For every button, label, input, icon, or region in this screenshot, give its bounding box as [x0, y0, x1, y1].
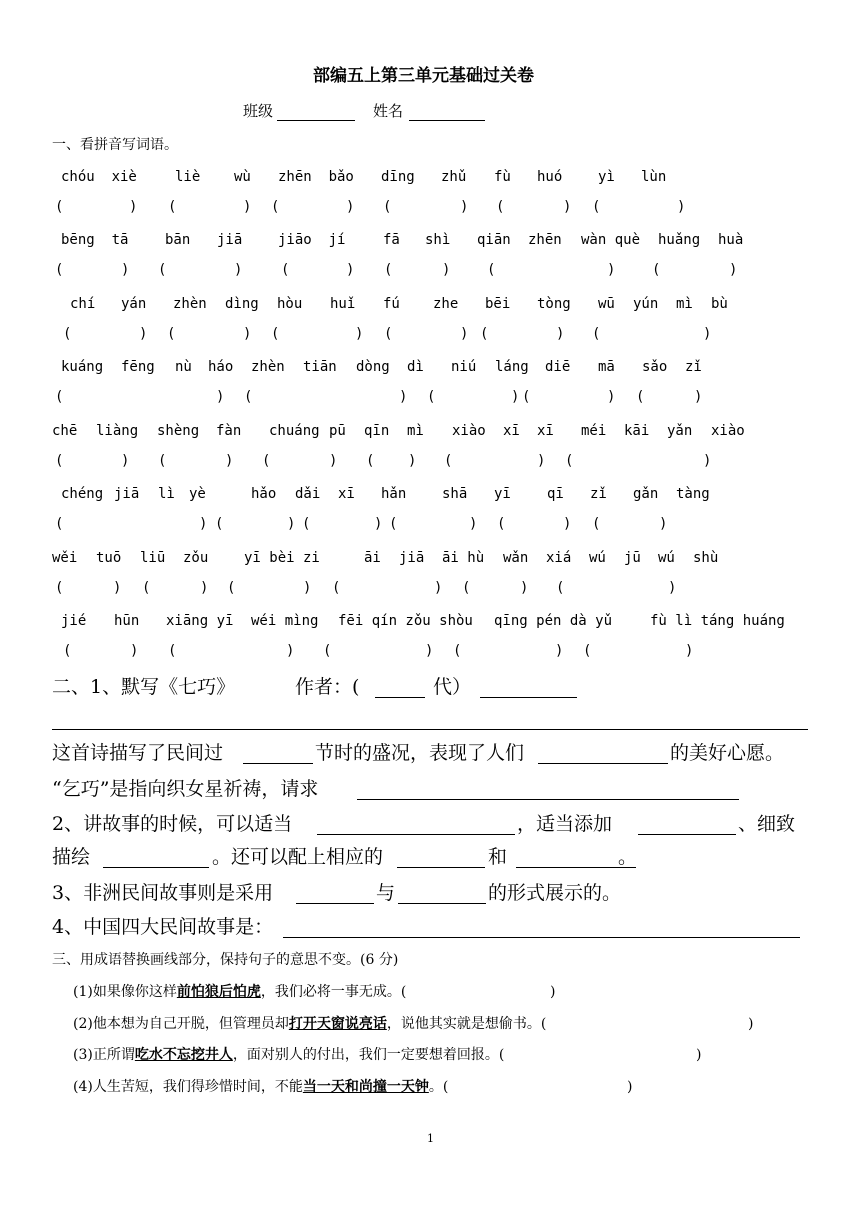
pinyin-text: qiān [477, 232, 511, 248]
answer-bracket-open: ( [55, 199, 64, 215]
answer-bracket-close: ) [408, 453, 417, 469]
author-blank[interactable] [480, 697, 577, 698]
pinyin-text: chē [52, 423, 78, 439]
pinyin-text: jié [61, 613, 87, 629]
pinyin-text: jiāo jí [278, 232, 346, 248]
pinyin-text: méi [581, 423, 607, 439]
idiom-item-text: (3)正所谓 [73, 1047, 135, 1063]
pinyin-text: dīng [381, 169, 415, 185]
pinyin-text: bēng tā [61, 232, 129, 248]
answer-bracket-close: ) [121, 453, 130, 469]
idiom-item-text: ，面对别人的付出，我们一定要想着回报。( [232, 1047, 505, 1063]
pinyin-text: tàng [676, 486, 710, 502]
pinyin-text: zǐ [685, 359, 702, 375]
pinyin-text: yè [189, 486, 206, 502]
idiom-item-1 [73, 985, 406, 999]
q3-blank-1[interactable] [296, 903, 374, 904]
pinyin-text: jiā [217, 232, 243, 248]
pinyin-text: mì [676, 296, 693, 312]
class-blank[interactable] [277, 120, 355, 121]
pinyin-text: xiá [546, 550, 572, 566]
answer-bracket-close: ) [677, 199, 686, 215]
answer-bracket-close: ) [563, 516, 572, 532]
pinyin-text: qīng pén dà yǔ [494, 613, 613, 629]
answer-bracket-open: ( [158, 453, 167, 469]
answer-bracket-open: ( [592, 199, 601, 215]
pinyin-text: shù [693, 550, 719, 566]
pinyin-text: qī [547, 486, 564, 502]
answer-bracket-close: ) [555, 643, 564, 659]
qiqiao-text: “乞巧”是指向织女星祈祷，请求 [52, 778, 319, 800]
pinyin-text: wěi [52, 550, 78, 566]
pinyin-text: yǎn [667, 423, 693, 439]
answer-bracket-open: ( [55, 580, 64, 596]
pinyin-text: lì [158, 486, 175, 502]
pinyin-text: fā [383, 232, 400, 248]
pinyin-text: xiào [711, 423, 745, 439]
pinyin-text: liū [140, 550, 166, 566]
pinyin-text: xī [503, 423, 520, 439]
pinyin-text: gǎn [633, 486, 659, 502]
answer-bracket-open: ( [389, 516, 398, 532]
answer-bracket-open: ( [158, 262, 167, 278]
answer-bracket-close: ) [287, 516, 296, 532]
answer-bracket-open: ( [63, 326, 72, 342]
answer-bracket-open: ( [487, 262, 496, 278]
pinyin-text: háo [208, 359, 234, 375]
answer-bracket-close: ) [659, 516, 668, 532]
answer-bracket-open: ( [168, 643, 177, 659]
answer-bracket-open: ( [496, 199, 505, 215]
q3-text-a: 3、非洲民间故事则是采用 [52, 882, 274, 904]
answer-bracket-close: ) [425, 643, 434, 659]
answer-bracket-close: ) [550, 984, 556, 1000]
answer-bracket-open: ( [332, 580, 341, 596]
answer-bracket-close: ) [199, 516, 208, 532]
answer-bracket-open: ( [427, 389, 436, 405]
pinyin-text: diē [545, 359, 571, 375]
pinyin-text: kuáng [61, 359, 104, 375]
festival-blank[interactable] [243, 763, 313, 764]
q2-text-e: 。还可以配上相应的 [212, 846, 384, 868]
pinyin-text: wú [658, 550, 675, 566]
pinyin-text: fēng [121, 359, 155, 375]
pinyin-text: bēi [485, 296, 511, 312]
answer-bracket-open: ( [366, 453, 375, 469]
pinyin-text: mā [598, 359, 615, 375]
pinyin-text: bān [165, 232, 191, 248]
pinyin-text: huǐ [330, 296, 356, 312]
answer-bracket-open: ( [556, 580, 565, 596]
answer-bracket-open: ( [215, 516, 224, 532]
underlined-phrase: 打开天窗说亮话 [288, 1016, 387, 1032]
pinyin-text: huà [718, 232, 744, 248]
answer-bracket-close: ) [685, 643, 694, 659]
answer-bracket-close: ) [225, 453, 234, 469]
pinyin-text: zhǔ [441, 169, 467, 185]
pinyin-text: dìng [225, 296, 259, 312]
pinyin-text: zhēn bǎo [278, 169, 354, 185]
answer-bracket-close: ) [130, 643, 139, 659]
answer-bracket-open: ( [323, 643, 332, 659]
answer-bracket-open: ( [271, 326, 280, 342]
answer-bracket-open: ( [167, 326, 176, 342]
pinyin-text: yún [633, 296, 659, 312]
answer-bracket-open: ( [244, 389, 253, 405]
pinyin-text: dòng [356, 359, 390, 375]
pinyin-text: shā [442, 486, 468, 502]
q2-text-b: ，适当添加 [517, 813, 613, 835]
idiom-item-text: ，我们必将一事无成。( [260, 984, 407, 1000]
pinyin-text: chóu xiè [61, 169, 137, 185]
answer-bracket-open: ( [565, 453, 574, 469]
answer-bracket-open: ( [227, 580, 236, 596]
pinyin-text: xiào [452, 423, 486, 439]
answer-bracket-open: ( [383, 199, 392, 215]
answer-bracket-close: ) [460, 199, 469, 215]
answer-bracket-close: ) [607, 389, 616, 405]
answer-bracket-close: ) [556, 326, 565, 342]
pinyin-text: xiāng yī [166, 613, 234, 629]
answer-bracket-close: ) [346, 199, 355, 215]
answer-bracket-close: ) [748, 1016, 754, 1032]
pinyin-text: mì [407, 423, 424, 439]
pinyin-text: āi [364, 550, 381, 566]
pinyin-text: jiā [399, 550, 425, 566]
answer-bracket-open: ( [522, 389, 531, 405]
idiom-item-text: 。( [428, 1079, 449, 1095]
pinyin-text: dǎi [295, 486, 321, 502]
pinyin-text: yì [598, 169, 615, 185]
pinyin-text: niú [451, 359, 477, 375]
answer-bracket-close: ) [113, 580, 122, 596]
answer-bracket-close: ) [460, 326, 469, 342]
answer-bracket-open: ( [453, 643, 462, 659]
pinyin-text: dì [407, 359, 424, 375]
pinyin-text: wǎn [503, 550, 529, 566]
dynasty-label: 代） [433, 676, 472, 698]
answer-bracket-open: ( [55, 516, 64, 532]
pinyin-text: wàn què [581, 232, 641, 248]
answer-bracket-close: ) [129, 199, 138, 215]
pinyin-text: fú [383, 296, 400, 312]
answer-bracket-open: ( [636, 389, 645, 405]
answer-bracket-open: ( [281, 262, 290, 278]
q2-blank-4[interactable] [397, 867, 485, 868]
pinyin-text: wù [234, 169, 251, 185]
pinyin-text: chuáng [269, 423, 320, 439]
pinyin-text: liè [175, 169, 201, 185]
pinyin-text: fēi qín zǒu shòu [338, 613, 473, 629]
pinyin-text: lùn [641, 169, 667, 185]
pinyin-text: wú [589, 550, 606, 566]
pinyin-text: bù [711, 296, 728, 312]
page-title: 部编五上第三单元基础过关卷 [313, 66, 534, 86]
answer-bracket-open: ( [262, 453, 271, 469]
pinyin-text: jiā [114, 486, 140, 502]
answer-bracket-close: ) [399, 389, 408, 405]
q3-text-b: 与 [376, 882, 396, 904]
idiom-item-text: (1)如果像你这样 [73, 984, 177, 1000]
pinyin-text: āi hù [442, 550, 485, 566]
q2-text-c: 、细致 [738, 813, 796, 835]
pinyin-text: tuō [96, 550, 122, 566]
pinyin-text: tiān [303, 359, 337, 375]
name-label: 姓名 [373, 102, 404, 120]
poem-q-text-a: 这首诗描写了民间过 [52, 742, 224, 764]
answer-bracket-close: ) [696, 1047, 702, 1063]
answer-bracket-close: ) [537, 453, 546, 469]
answer-bracket-open: ( [384, 326, 393, 342]
pinyin-text: zǐ [590, 486, 607, 502]
answer-bracket-open: ( [55, 389, 64, 405]
pinyin-text: fù lì táng huáng [650, 613, 785, 629]
q2-text-f: 和 [488, 846, 508, 868]
answer-bracket-open: ( [55, 262, 64, 278]
poem-q-text-c: 的美好心愿。 [670, 742, 785, 764]
q3-blank-2[interactable] [398, 903, 486, 904]
answer-bracket-close: ) [286, 643, 295, 659]
answer-bracket-open: ( [384, 262, 393, 278]
answer-bracket-close: ) [434, 580, 443, 596]
q2-text-a: 2、讲故事的时候，可以适当 [52, 813, 293, 835]
answer-bracket-open: ( [583, 643, 592, 659]
answer-bracket-open: ( [55, 453, 64, 469]
answer-bracket-close: ) [729, 262, 738, 278]
underlined-phrase: 前怕狼后怕虎 [176, 984, 261, 1000]
page-number: 1 [427, 1132, 434, 1145]
answer-bracket-close: ) [200, 580, 209, 596]
answer-bracket-close: ) [303, 580, 312, 596]
pinyin-text: zhèn [251, 359, 285, 375]
answer-bracket-open: ( [63, 643, 72, 659]
pinyin-text: huó [537, 169, 563, 185]
answer-bracket-close: ) [234, 262, 243, 278]
pinyin-text: zǒu [183, 550, 209, 566]
answer-bracket-open: ( [592, 516, 601, 532]
q3-text-c: 的形式展示的。 [488, 882, 622, 904]
answer-bracket-open: ( [480, 326, 489, 342]
answer-bracket-open: ( [652, 262, 661, 278]
pinyin-text: qīn [364, 423, 390, 439]
answer-bracket-close: ) [329, 453, 338, 469]
q2-text-g: 。 [618, 846, 638, 868]
qiqiao-blank[interactable] [357, 799, 739, 800]
answer-bracket-close: ) [627, 1079, 633, 1095]
answer-bracket-close: ) [121, 262, 130, 278]
answer-bracket-close: ) [346, 262, 355, 278]
pinyin-text: liàng [96, 423, 139, 439]
answer-bracket-close: ) [511, 389, 520, 405]
answer-bracket-close: ) [668, 580, 677, 596]
pinyin-text: chí [70, 296, 96, 312]
answer-bracket-close: ) [355, 326, 364, 342]
pinyin-text: wū [598, 296, 615, 312]
answer-bracket-open: ( [462, 580, 471, 596]
answer-bracket-close: ) [216, 389, 225, 405]
answer-bracket-close: ) [374, 516, 383, 532]
idiom-item-2 [73, 1017, 546, 1031]
answer-bracket-close: ) [139, 326, 148, 342]
pinyin-text: sǎo [642, 359, 668, 375]
underlined-phrase: 当一天和尚撞一天钟 [302, 1079, 429, 1095]
wish-blank[interactable] [538, 763, 668, 764]
answer-bracket-close: ) [703, 453, 712, 469]
pinyin-text: tòng [537, 296, 571, 312]
pinyin-text: wéi mìng [251, 613, 319, 629]
pinyin-text: yán [121, 296, 147, 312]
answer-bracket-open: ( [592, 326, 601, 342]
pinyin-text: zhēn [528, 232, 562, 248]
pinyin-text: fàn [216, 423, 242, 439]
answer-bracket-close: ) [469, 516, 478, 532]
answer-bracket-close: ) [694, 389, 703, 405]
section-1-heading: 一、看拼音写词语。 [52, 137, 178, 153]
pinyin-text: fù [494, 169, 511, 185]
pinyin-text: nù [175, 359, 192, 375]
author-label: 作者：( [295, 676, 360, 698]
section-2-q1: 二、1、默写《七巧》 [52, 676, 236, 698]
pinyin-text: pū [329, 423, 346, 439]
underlined-phrase: 吃水不忘挖井人 [134, 1047, 233, 1063]
pinyin-text: yī [494, 486, 511, 502]
q2-text-d: 描绘 [52, 846, 91, 868]
idiom-item-text: (2)他本想为自己开脱，但管理员却 [73, 1016, 289, 1032]
idiom-item-3 [73, 1048, 504, 1062]
answer-bracket-close: ) [520, 580, 529, 596]
answer-bracket-open: ( [444, 453, 453, 469]
pinyin-text: shì [425, 232, 451, 248]
class-label: 班级 [243, 102, 274, 120]
pinyin-text: shèng [157, 423, 200, 439]
pinyin-text: kāi [624, 423, 650, 439]
pinyin-text: hǎn [381, 486, 407, 502]
pinyin-text: yī bèi zi [244, 550, 320, 566]
poem-writing-line[interactable] [52, 729, 808, 730]
pinyin-text: zhèn [173, 296, 207, 312]
name-blank[interactable] [409, 120, 485, 121]
pinyin-text: chéng [61, 486, 104, 502]
idiom-item-4 [73, 1080, 448, 1094]
answer-bracket-close: ) [243, 199, 252, 215]
answer-bracket-close: ) [703, 326, 712, 342]
answer-bracket-open: ( [142, 580, 151, 596]
answer-bracket-close: ) [607, 262, 616, 278]
answer-bracket-open: ( [497, 516, 506, 532]
pinyin-text: jū [624, 550, 641, 566]
answer-bracket-open: ( [271, 199, 280, 215]
pinyin-text: hūn [114, 613, 140, 629]
pinyin-text: xī [537, 423, 554, 439]
pinyin-text: xī [338, 486, 355, 502]
q2-blank-3[interactable] [103, 867, 209, 868]
q2-blank-2[interactable] [638, 834, 736, 835]
answer-bracket-close: ) [243, 326, 252, 342]
answer-bracket-close: ) [442, 262, 451, 278]
pinyin-text: hǎo [251, 486, 277, 502]
poem-q-text-b: 节时的盛况，表现了人们 [315, 742, 525, 764]
q4-text: 4、中国四大民间故事是： [52, 916, 274, 938]
pinyin-text: hòu [277, 296, 303, 312]
pinyin-text: láng [495, 359, 529, 375]
pinyin-text: huǎng [658, 232, 701, 248]
pinyin-text: zhe [433, 296, 459, 312]
q4-blank[interactable] [283, 937, 800, 938]
answer-bracket-open: ( [302, 516, 311, 532]
answer-bracket-open: ( [168, 199, 177, 215]
dynasty-blank[interactable] [375, 697, 425, 698]
idiom-item-text: ，说他其实就是想偷书。( [386, 1016, 547, 1032]
idiom-item-text: (4)人生苦短，我们得珍惜时间，不能 [73, 1079, 303, 1095]
answer-bracket-close: ) [563, 199, 572, 215]
section-3-heading: 三、用成语替换画线部分，保持句子的意思不变。(6 分) [52, 952, 399, 968]
q2-blank-1[interactable] [317, 834, 515, 835]
